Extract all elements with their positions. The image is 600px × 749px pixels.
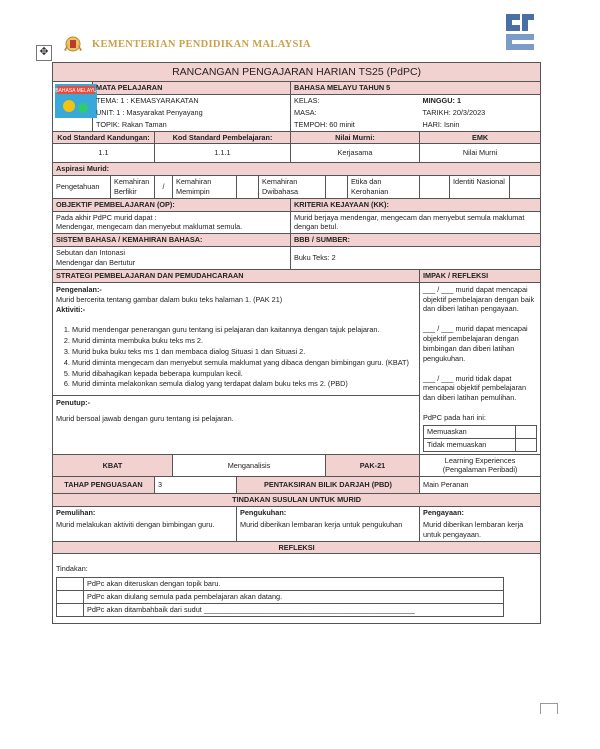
aspirasi-kemahiran-dwibahasa: Kemahiran Dwibahasa xyxy=(259,176,326,199)
bbb-text: Buku Teks: 2 xyxy=(291,247,541,270)
aspirasi-blank-4[interactable] xyxy=(510,176,541,199)
aktiviti-item: 6. Murid diminta melakonkan semula dialog yang terdapat dalam buku teks ms 2. (PBD) xyxy=(72,379,416,389)
aspirasi-blank-2[interactable] xyxy=(326,176,348,199)
kod-sp-value: 1.1.1 xyxy=(155,144,291,163)
option-text-1: PdPc akan diteruskan dengan topik baru. xyxy=(84,578,504,591)
aspirasi-pengetahuan: Pengetahuan xyxy=(53,176,111,199)
pemulihan-text: Murid melakukan aktiviti dengan bimbingan guru. xyxy=(53,519,237,541)
subject-label: MATA PELAJARAN xyxy=(93,82,291,95)
kbat-label: KBAT xyxy=(53,454,173,477)
sistem-line-1: Sebutan dan Intonasi xyxy=(56,248,125,258)
refleksi-options xyxy=(56,577,504,617)
impak-pengukuhan: ___ / ___ murid dapat mencapai objektif pembelajaran dengan bimbingan dan diberi latihan pengukuhan. xyxy=(423,324,528,363)
impak-pengayaan: ___ / ___ murid dapat mencapai objektif pembelajaran dengan baik dan diberi latihan pengayaan. xyxy=(423,284,535,314)
subject-value: BAHASA MELAYU TAHUN 5 xyxy=(291,82,541,95)
penutup-text: Murid bersoal jawab dengan guru tentang isi pelajaran. xyxy=(56,414,234,424)
tidak-memuaskan-checkbox[interactable] xyxy=(515,438,536,451)
masa-text: MASA: xyxy=(291,107,420,119)
pak21-label: PAK-21 xyxy=(326,454,420,477)
pengukuhan-text: Murid diberikan lembaran kerja untuk pengukuhan xyxy=(237,519,420,541)
kbat-value: Menganalisis xyxy=(173,454,326,477)
pak21-value: Learning Experiences (Pengalaman Peribadi) xyxy=(420,454,541,477)
tempoh-text: TEMPOH: 60 minit xyxy=(291,119,420,131)
tarikh-text: TARIKH: 20/3/2023 xyxy=(420,107,541,119)
tidak-memuaskan-label: Tidak memuaskan xyxy=(424,438,516,451)
ministry-title: KEMENTERIAN PENDIDIKAN MALAYSIA xyxy=(92,39,311,50)
hari-text: HARI: Isnin xyxy=(420,119,541,131)
objektif-line-1: Pada akhir PdPC murid dapat : xyxy=(56,212,157,222)
pengukuhan-label: Pengukuhan: xyxy=(237,507,420,519)
sistem-bahasa-text xyxy=(53,247,291,270)
bbb-label: BBB / SUMBER: xyxy=(291,234,541,247)
aktiviti-item: 2. Murid diminta membuka buku teks ms 2. xyxy=(72,336,416,346)
aktiviti-item: 5. Murid dibahagikan kepada beberapa kumpulan kecil. xyxy=(72,369,416,379)
pengenalan-label: Pengenalan:- xyxy=(56,284,102,294)
memuaskan-label: Memuaskan xyxy=(424,425,516,438)
aspirasi-etika-kerohanian: Etika dan Kerohanian xyxy=(348,176,420,199)
option-text-2: PdPc akan diulang semula pada pembelajaran akan datang. xyxy=(84,591,504,604)
document-title: RANCANGAN PENGAJARAN HARIAN TS25 (PdPC) xyxy=(53,63,541,82)
sistem-line-2: Mendengar dan Bertutur xyxy=(56,257,136,267)
textbook-cover-text: BAHASA MELAYU xyxy=(55,88,97,95)
aktiviti-list xyxy=(56,325,416,389)
aspirasi-kemahiran-berfikir: Kemahiran Berfikir xyxy=(111,176,155,199)
pengayaan-text: Murid diberikan lembaran kerja untuk pengayaan. xyxy=(420,519,541,541)
aspirasi-tick-1: / xyxy=(155,176,173,199)
textbook-cover-cell xyxy=(53,82,97,131)
option-text-3: PdPc akan ditambahbaik dari sudut ____________________________________________________ xyxy=(84,603,504,616)
sistem-bahasa-label: SISTEM BAHASA / KEMAHIRAN BAHASA: xyxy=(53,234,291,247)
table-move-handle[interactable]: ✥ xyxy=(36,45,52,61)
aktiviti-label: Aktiviti:- xyxy=(56,305,86,315)
tema-text: TEMA: 1 : KEMASYARAKATAN xyxy=(93,95,291,107)
kriteria-text: Murid berjaya mendengar, mengecam dan menyebut semula maklumat dengan betul. xyxy=(291,211,541,234)
kod-sp-header: Kod Standard Pembelajaran: xyxy=(155,131,291,144)
kod-sk-header: Kod Standard Kandungan: xyxy=(53,131,155,144)
jata-negara-logo xyxy=(62,34,84,54)
tindakan-refleksi-label: Tindakan: xyxy=(56,564,88,574)
topik-text: TOPIK: Rakan Taman xyxy=(93,119,291,131)
refleksi-label: REFLEKSI xyxy=(53,541,541,554)
aktiviti-item: 4. Murid diminta mengecam dan menyebut semula maklumat yang dibaca dengan bimbingan guru. (KBAT) xyxy=(72,358,416,368)
pbd-value: Main Peranan xyxy=(420,477,541,494)
nilai-murni-header: Nilai Murni: xyxy=(291,131,420,144)
option-checkbox-1[interactable] xyxy=(57,578,84,591)
memuaskan-checkbox[interactable] xyxy=(515,425,536,438)
table-resize-handle[interactable] xyxy=(540,703,558,714)
pdpc-rating-table xyxy=(423,425,537,452)
strategi-label: STRATEGI PEMBELAJARAN DAN PEMUDAHCARAAN xyxy=(53,269,420,282)
pengayaan-label: Pengayaan: xyxy=(420,507,541,519)
pengenalan-text: Murid bercerita tentang gambar dalam buku teks halaman 1. (PAK 21) xyxy=(56,294,283,304)
tahap-label: TAHAP PENGUASAAN xyxy=(53,477,155,494)
aktiviti-item: 1. Murid mendengar penerangan guru tentang isi pelajaran dan kaitannya dengan tajuk pelajaran. xyxy=(72,325,416,335)
unit-text: UNIT: 1 : Masyarakat Penyayang xyxy=(93,107,291,119)
pemulihan-label: Pemulihan: xyxy=(53,507,237,519)
aktiviti-item: 3. Murid buka buku teks ms 1 dan membaca dialog Situasi 1 dan Situasi 2. xyxy=(72,347,416,357)
objektif-label: OBJEKTIF PEMBELAJARAN (OP): xyxy=(53,198,291,211)
lesson-plan-table xyxy=(52,62,541,624)
emk-value: Nilai Murni xyxy=(420,144,541,163)
option-checkbox-3[interactable] xyxy=(57,603,84,616)
kelas-text: KELAS: xyxy=(291,95,420,107)
textbook-cover-image xyxy=(55,84,97,118)
strategi-body xyxy=(53,282,420,454)
aspirasi-blank-1[interactable] xyxy=(237,176,259,199)
impak-label: IMPAK / REFLEKSI xyxy=(420,269,541,282)
tindakan-label: TINDAKAN SUSULAN UNTUK MURID xyxy=(53,494,541,507)
minggu-text: MINGGU: 1 xyxy=(420,95,541,107)
objektif-line-2: Mendengar, mengecam dan menyebut maklumat semula. xyxy=(56,222,243,232)
kpm-logo xyxy=(500,10,540,54)
option-checkbox-2[interactable] xyxy=(57,591,84,604)
impak-body xyxy=(420,282,541,454)
nilai-murni-value: Kerjasama xyxy=(291,144,420,163)
objektif-text xyxy=(53,211,291,234)
pdpc-label: PdPC pada hari ini: xyxy=(423,413,486,423)
aspirasi-identiti-nasional: Identiti Nasional xyxy=(450,176,510,199)
kod-sk-value: 1.1 xyxy=(53,144,155,163)
refleksi-body xyxy=(53,554,541,623)
tahap-value: 3 xyxy=(155,477,237,494)
kriteria-label: KRITERIA KEJAYAAN (KK): xyxy=(291,198,541,211)
pbd-label: PENTAKSIRAN BILIK DARJAH (PBD) xyxy=(237,477,420,494)
aspirasi-label: Aspirasi Murid: xyxy=(53,163,541,176)
impak-pemulihan: ___ / ___ murid tidak dapat mencapai objektif pembelajaran dan diberi latihan pemulihan. xyxy=(423,373,527,403)
aspirasi-blank-3[interactable] xyxy=(420,176,450,199)
emk-header: EMK xyxy=(420,131,541,144)
penutup-label: Penutup:- xyxy=(56,398,91,408)
aspirasi-kemahiran-memimpin: Kemahiran Memimpin xyxy=(173,176,237,199)
